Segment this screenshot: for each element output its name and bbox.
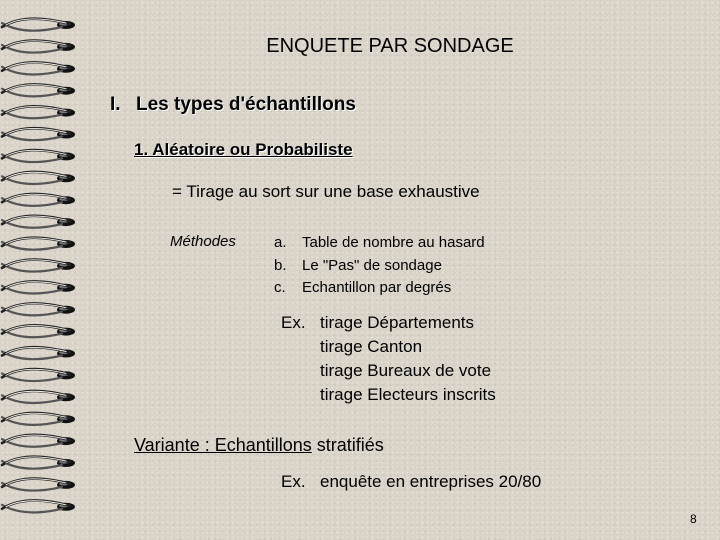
spiral-ring xyxy=(2,500,75,512)
spiral-ring xyxy=(2,413,75,425)
example-text: tirage Canton xyxy=(320,337,423,356)
spiral-ring xyxy=(2,435,75,447)
definition-text: = Tirage au sort sur une base exhaustive xyxy=(172,182,480,201)
spiral-ring xyxy=(2,347,75,359)
list-marker: c. xyxy=(274,279,286,296)
list-marker: a. xyxy=(274,234,287,251)
spiral-ring xyxy=(2,172,75,184)
page-number: 8 xyxy=(690,512,697,526)
spiral-ring xyxy=(2,281,75,293)
example-text: tirage Départements xyxy=(320,313,475,332)
example-line xyxy=(281,311,496,335)
example-line xyxy=(281,335,496,359)
spiral-ring xyxy=(2,128,75,140)
example2-text: enquête en entreprises 20/80 xyxy=(320,472,542,491)
example-text: tirage Bureaux de vote xyxy=(320,361,492,380)
example2-label: Ex. xyxy=(281,472,306,491)
list-text: Echantillon par degrés xyxy=(302,279,452,296)
spiral-ring xyxy=(2,325,75,337)
example-text: tirage Electeurs inscrits xyxy=(320,385,496,404)
spiral-ring xyxy=(2,194,75,206)
example-block xyxy=(281,311,496,407)
spiral-ring xyxy=(2,260,75,272)
spiral-binding xyxy=(0,0,80,540)
spiral-ring xyxy=(2,303,75,315)
list-text: Le "Pas" de sondage xyxy=(302,256,442,274)
spiral-ring xyxy=(2,391,75,403)
spiral-ring xyxy=(2,19,75,31)
methods-list xyxy=(274,232,485,300)
methods-label: Méthodes xyxy=(170,233,236,250)
spiral-ring xyxy=(2,369,75,381)
variant-rest: stratifiés xyxy=(311,435,384,455)
spiral-ring xyxy=(2,84,75,96)
subsection-heading: 1. Aléatoire ou Probabiliste xyxy=(134,140,353,159)
section-heading xyxy=(110,94,356,116)
variant-underlined: Variante : Echantillons xyxy=(134,435,312,455)
example-line xyxy=(281,383,496,407)
list-text: Table de nombre au hasard xyxy=(302,234,485,251)
section-label: Les types d'échantillons xyxy=(136,94,356,115)
example2-line xyxy=(281,472,541,492)
section-number: I. xyxy=(110,94,121,115)
spiral-ring xyxy=(2,150,75,162)
spiral-ring xyxy=(2,457,75,469)
spiral-ring xyxy=(2,106,75,118)
spiral-ring xyxy=(2,238,75,250)
example-line xyxy=(281,359,496,383)
variant-line xyxy=(134,435,384,456)
list-item xyxy=(274,277,485,300)
spiral-ring xyxy=(2,62,75,74)
spiral-ring xyxy=(2,479,75,491)
list-item xyxy=(274,255,485,278)
slide-title: ENQUETE PAR SONDAGE xyxy=(266,35,514,57)
spiral-ring xyxy=(2,216,75,228)
list-marker: b. xyxy=(274,256,287,274)
list-item xyxy=(274,232,485,255)
example-label: Ex. xyxy=(281,313,306,332)
